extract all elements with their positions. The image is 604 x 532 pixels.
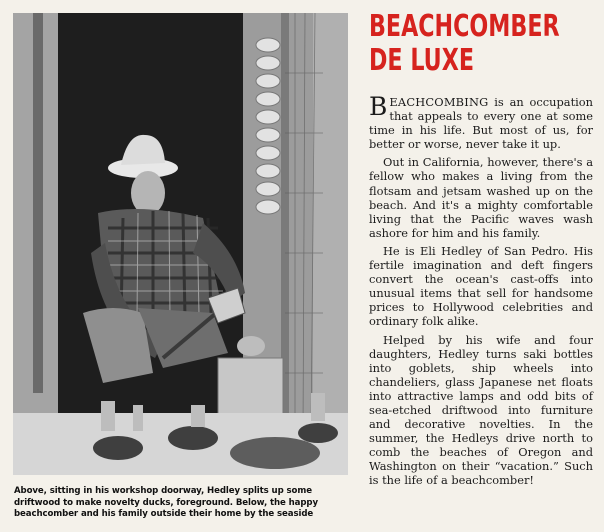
title-line-2: DE LUXE xyxy=(369,43,474,78)
article-body xyxy=(369,92,593,492)
workshop-photo-illustration xyxy=(13,13,348,475)
article-title xyxy=(369,9,560,78)
title-line-1: BEACHCOMBER xyxy=(369,9,560,44)
paragraph-3: He is Eli Hedley of San Pedro. His fertile imagination and deft fingers convert the ocean's cast-offs into unusual items that sell for handsome prices to Hollywood celebrities and ordinary folk alike. xyxy=(369,243,593,329)
paragraph-1 xyxy=(369,92,593,152)
paragraph-2: Out in California, however, there's a fellow who makes a living from the flotsam and jetsam washed up on the beach. And it's a mighty comfortable living that the Pacific waves wash ashore for him and his family. xyxy=(369,155,593,240)
drop-cap: B xyxy=(369,92,388,121)
paragraph-1-text: is an occupation that appeals to every one at some time in his life. But most of us, for better or worse, never take it up. xyxy=(369,95,593,152)
photo-caption: Above, sitting in his workshop doorway, Hedley splits up some driftwood to make novelty ducks, foreground. Below, the happy beachcomber and his family outside their home by the seaside xyxy=(14,486,318,520)
paragraph-4: Helped by his wife and four daughters, Hedley turns saki bottles into goblets, ship wheels into chandeliers, glass Japanese net floats into attractive lamps and odd bits of sea-etched driftwood into furniture and decorative novelties. In the summer, the Hedleys drive north to comb the beaches of Oregon and Washington on their “vacation.” Such is the life of a beachcomber! xyxy=(369,332,593,488)
article-photo xyxy=(13,13,348,475)
lead-word: EACHCOMBING xyxy=(389,95,489,109)
